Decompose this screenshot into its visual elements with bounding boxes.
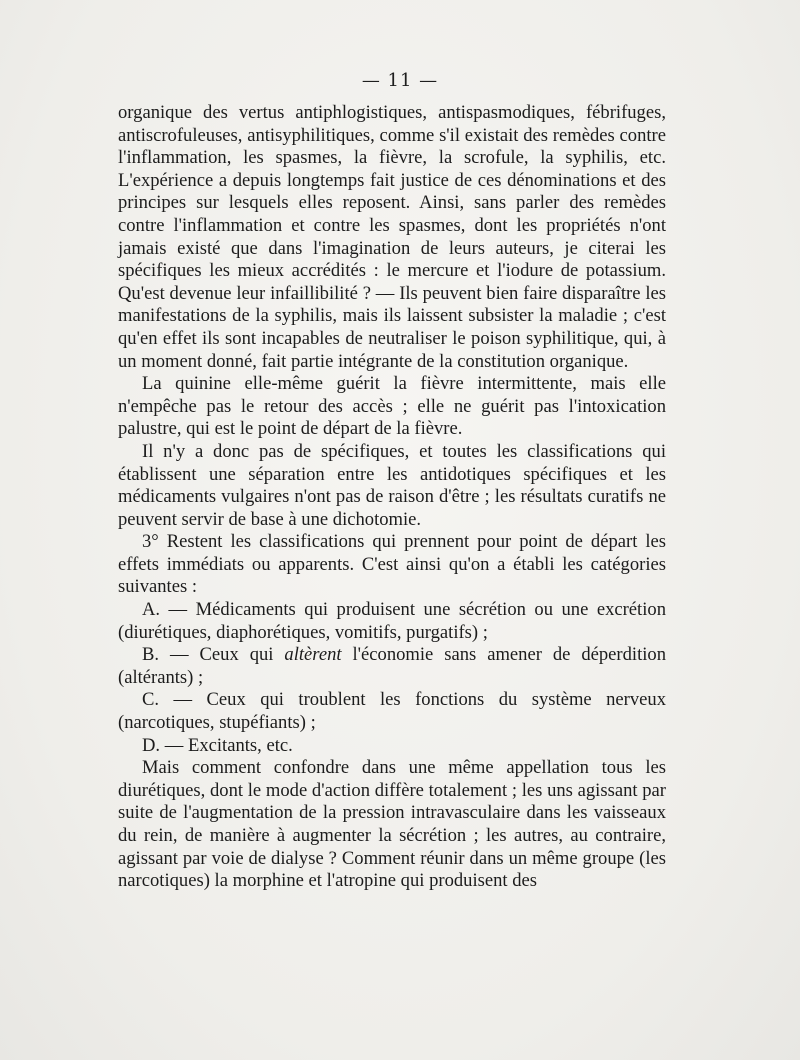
paragraph-4: 3° Restent les classifications qui prennent pour point de départ les effets immédiats ou apparents. C'est ainsi qu'on a établi les catégories suivantes : [118,531,666,598]
list-item-d: D. — Excitants, etc. [142,734,293,756]
paragraph-5: Mais comment confondre dans une même appellation tous les diurétiques, dont le mode d'action diffère totalement ; les uns agissant par suite de l'augmentation de la pression intravasculaire dans les vaisseaux du rein, de manière à augmenter la sécrétion ; les autres, au contraire, agissant par voie de dialyse ? Comment réunir dans un même groupe (les narcotiques) la morphine et l'atropine qui produisent des [118,757,666,892]
paragraph-2: La quinine elle-même guérit la fièvre intermittente, mais elle n'empêche pas le retour des accès ; elle ne guérit pas l'intoxication palustre, qui est le point de départ de la fièvre. [118,373,666,440]
body-text [118,102,666,893]
list-item-b [118,644,666,689]
list-item-a: A. — Médicaments qui produisent une sécrétion ou une excrétion (diurétiques, diaphorétiques, vomitifs, purgatifs) ; [118,599,666,643]
list-item-b-after: l'économie sans amener de déperdition (altérants) ; [118,644,667,688]
list-item-c: C. — Ceux qui troublent les fonctions du système nerveux (narcotiques, stupéfiants) ; [118,689,666,734]
list-item-b-italic: altèrent [284,644,342,666]
list-item-b-before: B. — Ceux qui [142,644,285,666]
paragraph-3: Il n'y a donc pas de spécifiques, et toutes les classifications qui établissent une séparation entre les antidotiques spécifiques et les médicaments vulgaires n'ont pas de raison d'être ; les résultats curatifs ne peuvent servir de base à une dichotomie. [118,440,666,530]
paragraph-1: organique des vertus antiphlogistiques, antispasmodiques, fébrifuges, antiscrofuleuses, antisyphilitiques, comme s'il existait des remèdes contre l'inflammation, les spasmes, la fièvre, la scrofule, la syphilis, etc. L'expérience a depuis longtemps fait justice de ces dénominations et des principes sur lesquels elles reposent. Ainsi, sans parler des remèdes contre l'inflammation et contre les spasmes, dont les propriétés n'ont jamais existé que dans l'imagination de leurs auteurs, je citerai les spécifiques les mieux accrédités : le mercure et l'iodure de potassium. Qu'est devenue leur infaillibilité ? — Ils peuvent bien faire disparaître les manifestations de la syphilis, mais ils laissent subsister la maladie ; c'est qu'en effet ils sont incapables de neutraliser le poison syphilitique, qui, à un moment donné, fait partie intégrante de la constitution organique. [118,102,666,372]
page-number: — 11 — [361,70,439,91]
